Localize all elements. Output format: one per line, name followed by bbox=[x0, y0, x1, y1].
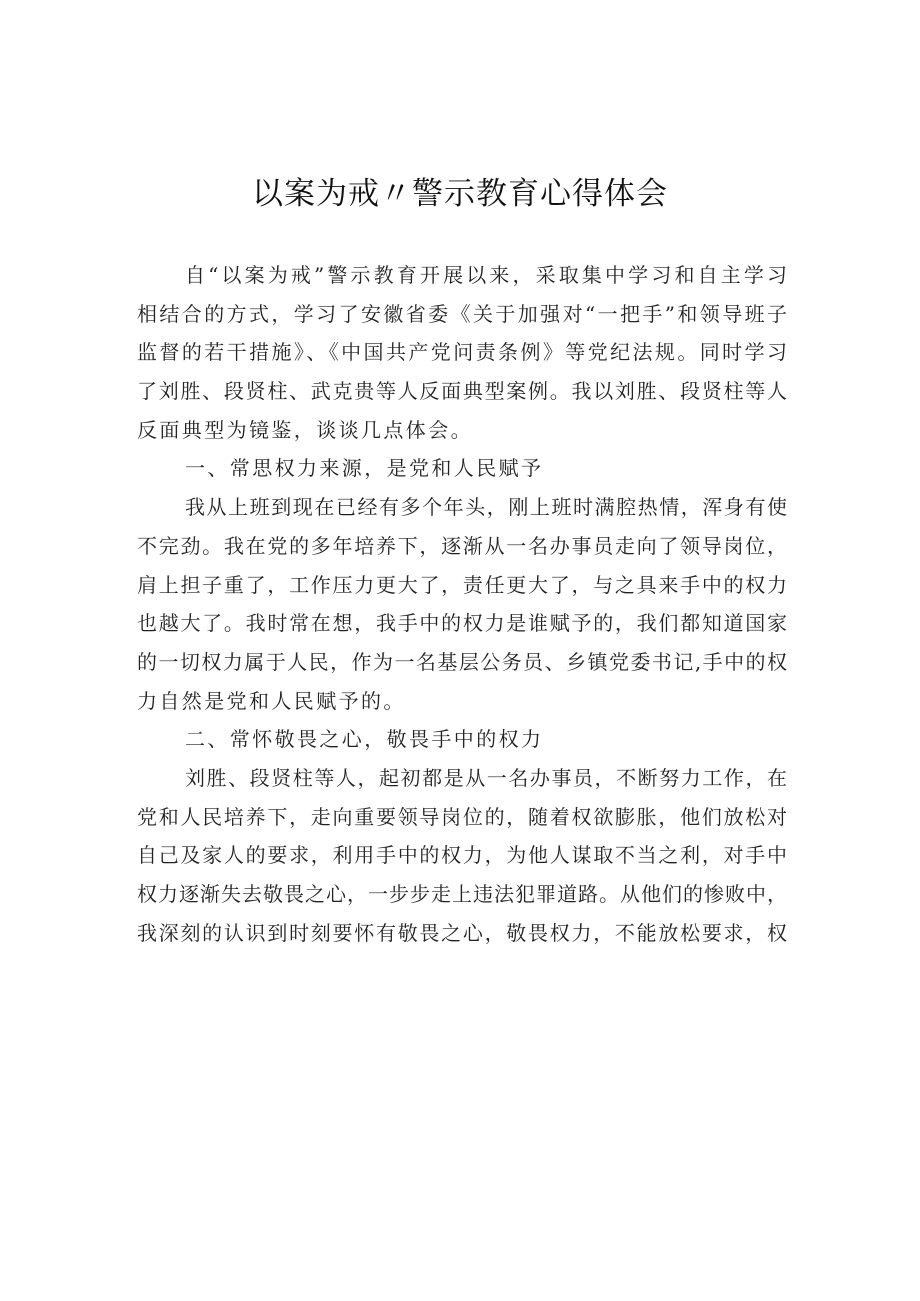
paragraph-line: 党和人民培养下，走向重要领导岗位的，随着权欲膨胀，他们放松对 bbox=[137, 804, 787, 829]
document-body bbox=[137, 256, 787, 952]
paragraph-line: 的一切权力属于人民，作为一名基层公务员、乡镇党委书记,手中的权 bbox=[137, 649, 787, 674]
section-heading: 二、常怀敬畏之心，敬畏手中的权力 bbox=[185, 727, 544, 752]
paragraph-line: 了刘胜、段贤柱、武克贵等人反面典型案例。我以刘胜、段贤柱等人 bbox=[137, 379, 787, 404]
paragraph-line: 也越大了。我时常在想，我手中的权力是谁赋予的，我们都知道国家 bbox=[137, 611, 787, 636]
paragraph-line: 自己及家人的要求，利用手中的权力，为他人谋取不当之利，对手中 bbox=[137, 843, 787, 868]
paragraph-line: 自“以案为戒”警示教育开展以来，采取集中学习和自主学习 bbox=[185, 263, 787, 287]
paragraph-line: 反面典型为镜鉴，谈谈几点体会。 bbox=[137, 417, 473, 442]
paragraph-line: 权力逐渐失去敬畏之心，一步步走上违法犯罪道路。从他们的惨败中， bbox=[137, 882, 787, 906]
paragraph-line: 我从上班到现在已经有多个年头，刚上班时满腔热情，浑身有使 bbox=[185, 495, 787, 520]
paragraph-line: 监督的若干措施》、《中国共产党问责条例》等党纪法规。同时学习 bbox=[137, 340, 787, 365]
document-title: 以案为戒〃警示教育心得体会 bbox=[252, 176, 668, 212]
paragraph-line: 刘胜、段贤柱等人，起初都是从一名办事员，不断努力工作，在 bbox=[185, 765, 787, 790]
paragraph-line: 力自然是党和人民赋予的。 bbox=[137, 688, 406, 713]
section-heading: 一、常思权力来源，是党和人民赋予 bbox=[185, 456, 544, 481]
paragraph-line: 相结合的方式，学习了安徽省委《关于加强对“一把手”和领导班子 bbox=[137, 301, 787, 326]
paragraph-line: 肩上担子重了，工作压力更大了，责任更大了，与之具来手中的权力 bbox=[137, 572, 787, 597]
paragraph-line: 我深刻的认识到时刻要怀有敬畏之心，敬畏权力，不能放松要求，权 bbox=[137, 920, 787, 945]
paragraph-line: 不完劲。我在党的多年培养下，逐渐从一名办事员走向了领导岗位， bbox=[137, 533, 787, 558]
